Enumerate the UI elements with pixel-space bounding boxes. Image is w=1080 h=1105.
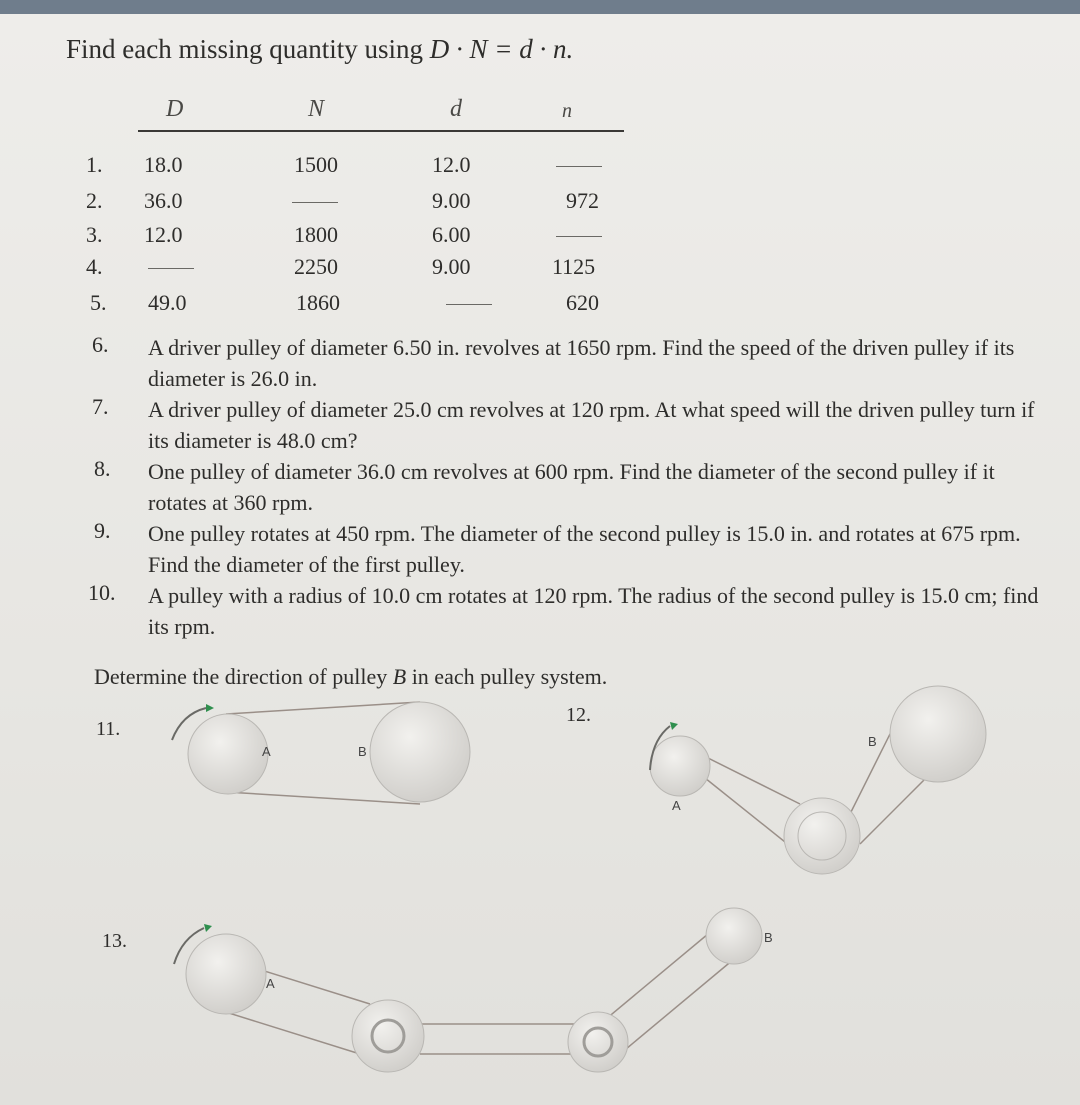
worksheet-page <box>0 14 1080 1105</box>
cell-n: 972 <box>566 188 599 213</box>
cell-N: 1860 <box>296 290 340 315</box>
problem-text: A driver pulley of diameter 6.50 in. revolves at 1650 rpm. Find the speed of the driven pulley if its diameter is 26.0 in. <box>148 335 1015 391</box>
row-number: 2. <box>86 188 103 213</box>
problem-number: 9. <box>94 518 111 543</box>
pulley-b <box>370 702 470 802</box>
pulley-diagrams <box>0 14 1080 1105</box>
column-header-N: N <box>308 96 325 122</box>
cell-D: 18.0 <box>144 152 183 177</box>
cell-D: 49.0 <box>148 290 187 315</box>
section-var: B <box>392 664 407 689</box>
problem-number: 10. <box>88 580 116 605</box>
pulley-a <box>186 934 266 1014</box>
cell-d: 6.00 <box>432 222 471 247</box>
label-b: B <box>868 734 877 749</box>
cell-d: 9.00 <box>432 188 471 213</box>
problem-text: One pulley rotates at 450 rpm. The diameter of the second pulley is 15.0 in. and rotates at 675 rpm. Find the diameter of the first pulley. <box>148 521 1021 577</box>
belt-line <box>226 792 420 804</box>
problem-number: 7. <box>92 394 109 419</box>
row-number: 3. <box>86 222 103 247</box>
row-number: 5. <box>90 290 107 315</box>
instructions-formula: D · N = d · n. <box>429 34 574 64</box>
arrow-head-icon <box>670 722 678 730</box>
problem-number: 6. <box>92 332 109 357</box>
label-a: A <box>266 976 275 991</box>
belt-line <box>600 924 720 1024</box>
label-b: B <box>764 930 773 945</box>
problem-number: 8. <box>94 456 111 481</box>
cell-D: 12.0 <box>144 222 183 247</box>
pulley-a <box>650 736 710 796</box>
pulley-system-12 <box>650 686 986 874</box>
arrow-head-icon <box>206 704 214 712</box>
belt-line <box>860 774 930 844</box>
cell-N: 1500 <box>294 152 338 177</box>
label-a: A <box>262 744 271 759</box>
cell-d: 9.00 <box>432 254 471 279</box>
label-a: A <box>672 798 681 813</box>
cell-n: 1125 <box>552 254 596 279</box>
pulley-a <box>188 714 268 794</box>
diagram-number-11: 11. <box>96 718 121 740</box>
top-edge-bar <box>0 0 1080 14</box>
cell-N: 2250 <box>294 254 338 279</box>
pulley-system-11 <box>172 702 470 804</box>
cell-n: 620 <box>566 290 599 315</box>
pulley-system-13 <box>174 908 773 1072</box>
idler-pulley <box>352 1000 424 1072</box>
row-number: 1. <box>86 152 103 177</box>
column-header-n: n <box>562 100 572 122</box>
instructions-prefix: Find each missing quantity using <box>66 34 430 64</box>
section-suffix: in each pulley system. <box>406 664 608 689</box>
row-number: 4. <box>86 254 103 279</box>
column-header-d: d <box>450 96 462 122</box>
diagram-number-12: 12. <box>566 704 591 726</box>
pulley-b <box>890 686 986 782</box>
pulley-b <box>706 908 762 964</box>
belt-line <box>620 954 740 1054</box>
idler-pulley <box>568 1012 628 1072</box>
problem-text: A pulley with a radius of 10.0 cm rotates at 120 rpm. The radius of the second pulley is 15.0 cm; find its rpm. <box>148 583 1039 639</box>
cell-N: 1800 <box>294 222 338 247</box>
label-b: B <box>358 744 367 759</box>
problem-text: A driver pulley of diameter 25.0 cm revolves at 120 rpm. At what speed will the driven pulley turn if its diameter is 48.0 cm? <box>148 397 1035 453</box>
column-header-D: D <box>166 96 184 122</box>
arrow-head-icon <box>204 924 212 932</box>
problem-text: One pulley of diameter 36.0 cm revolves at 600 rpm. Find the diameter of the second pulley if it rotates at 360 rpm. <box>148 459 995 515</box>
diagram-number-13: 13. <box>102 930 127 952</box>
section-prefix: Determine the direction of pulley <box>94 664 393 689</box>
idler-pulley <box>784 798 860 874</box>
cell-D: 36.0 <box>144 188 183 213</box>
cell-d: 12.0 <box>432 152 471 177</box>
